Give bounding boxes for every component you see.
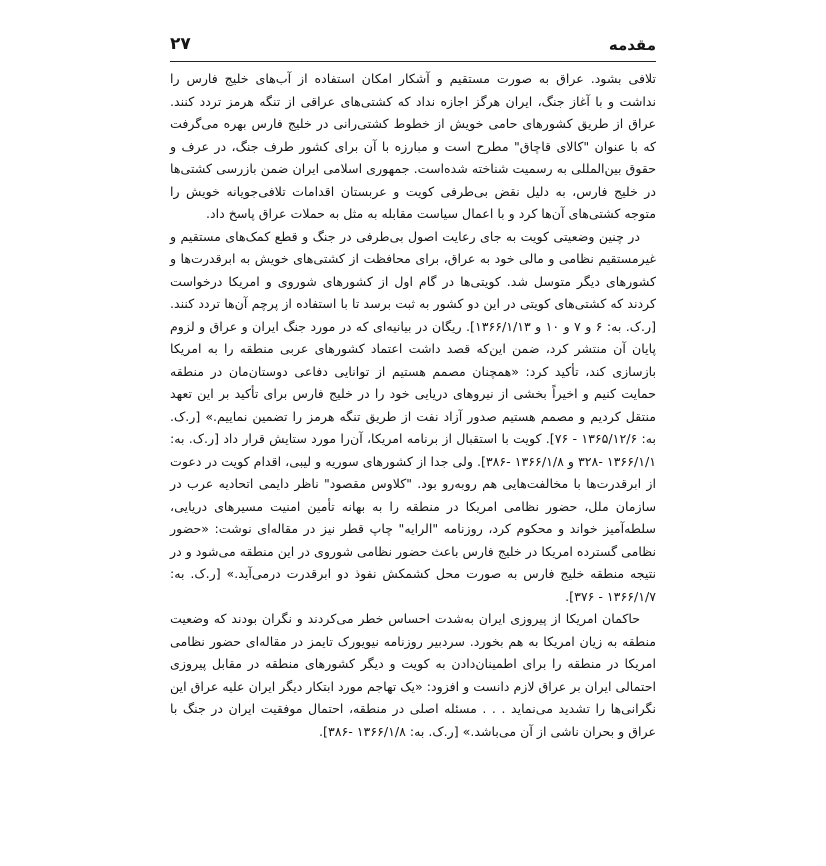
paragraph-3: حاکمان امریکا از پیروزی ایران به‌شدت احساس خطر می‌کردند و نگران بودند که وضعیت منطقه به زیان امریکا به هم بخورد. سردبیر روزنامه نیویورک تایمز در مقاله‌ای حضور نظامی امریکا در منطقه را برای اطمینان‌دادن به کویت و دیگر کشورهای منطقه در مقابل پیروزی احتمالی ایران بر عراق لازم دانست و افزود: «یک تهاجم مورد ابتکار دیگر ایران علیه عراق این نگرانی‌ها را تشدید می‌نماید . . . مسئله اصلی در منطقه، احتمال موفقیت ایران در جنگ با عراق و بحران ناشی از آن می‌باشد.» [ر.ک. به: ۱۳۶۶/۱/۸ -۳۸۶]. (170, 611, 656, 739)
header-divider (170, 61, 656, 62)
paragraph-2: در چنین وضعیتی کویت به جای رعایت اصول بی‌طرفی در جنگ و قطع کمک‌های مستقیم و غیرمستقیم نظامی و مالی خود به عراق، برای محافظت از کشتی‌های خویش به ابرقدرت‌ها و کشورهای دیگر متوسل شد. کویتی‌ها در گام اول از کشورهای شوروی و امریکا درخواست کردند که کشتی‌های کویتی در این دو کشور به ثبت برسد تا با استفاده از پرچم آن‌ها تردد کنند. [ر.ک. به: ۶ و ۷ و ۱۰ و ۱۳۶۶/۱/۱۳]. ریگان در بیانیه‌ای که در مورد جنگ ایران و عراق و لزوم پایان آن منتشر کرد، ضمن این‌که قصد داشت اعتماد کشورهای عربی منطقه را به امریکا بازسازی کند، تأکید کرد: «همچنان مصمم هستیم از توانایی دفاعی دوستان‌مان در منطقه حمایت کنیم و اخیراً بخشی از نیروهای دریایی خود را در خلیج فارس برای تأکید بر این تعهد منتقل کردیم و مصمم هستیم صدور آزاد نفت از طریق تنگه هرمز را تضمین نماییم.» [ر.ک. به: ۱۳۶۵/۱۲/۶ - ۷۶]. کویت با استقبال از برنامه امریکا، آن‌را مورد ستایش قرار داد [ر.ک. به: ۱۳۶۶/۱/۱ -۳۲۸ و ۱۳۶۶/۱/۸ -۳۸۶]. ولی جدا از کشورهای سوریه و لیبی، اقدام کویت در دعوت از ابرقدرت‌ها با مخالفت‌هایی هم روبه‌رو بود. "کلاوس مقصود" ناظر دایمی اتحادیه عرب در سازمان ملل، حضور نظامی امریکا در منطقه را به بهانه تأمین امنیت مسیرهای دریایی، سلطه‌آمیز خواند و محکوم کرد، روزنامه "الرایه" چاپ قطر نیز در مقاله‌ای نوشت: «حضور نظامی گسترده امریکا در خلیج فارس باعث حضور نظامی شوروی در این منطقه می‌شود و در نتیجه منطقه خلیج فارس به صورت محل کشمکش نفوذ دو ابرقدرت درمی‌آید.» [ر.ک. به: ۱۳۶۶/۱/۷ - ۳۷۶]. (170, 228, 656, 604)
page-header (170, 36, 656, 58)
chapter-title: مقدمه (608, 36, 656, 54)
paragraph-1: تلافی بشود. عراق به صورت مستقیم و آشکار امکان استفاده از آب‌های خلیج فارس را نداشت و با آغاز جنگ، ایران هرگز اجازه نداد که کشتی‌های عراقی از تنگه هرمز تردد کنند. عراق از طریق کشورهای حامی خویش از خطوط کشتی‌رانی در خلیج فارس بهره می‌گرفت که با عنوان "کالای قاچاق" مطرح است و مبارزه با آن برای کشور طرف جنگ، در عرف و حقوق بین‌المللی به رسمیت شناخته شده‌است. جمهوری اسلامی ایران ضمن بازرسی کشتی‌ها در خلیج فارس، به دلیل نقض بی‌طرفی کویت و عربستان اقدامات تلافی‌جویانه خویش را متوجه کشتی‌های آن‌ها کرد و با اعمال سیاست مقابله به مثل به حملات عراق پاسخ داد. (170, 71, 656, 221)
body-text (170, 68, 656, 743)
page-number: ۲۷ (170, 34, 191, 54)
